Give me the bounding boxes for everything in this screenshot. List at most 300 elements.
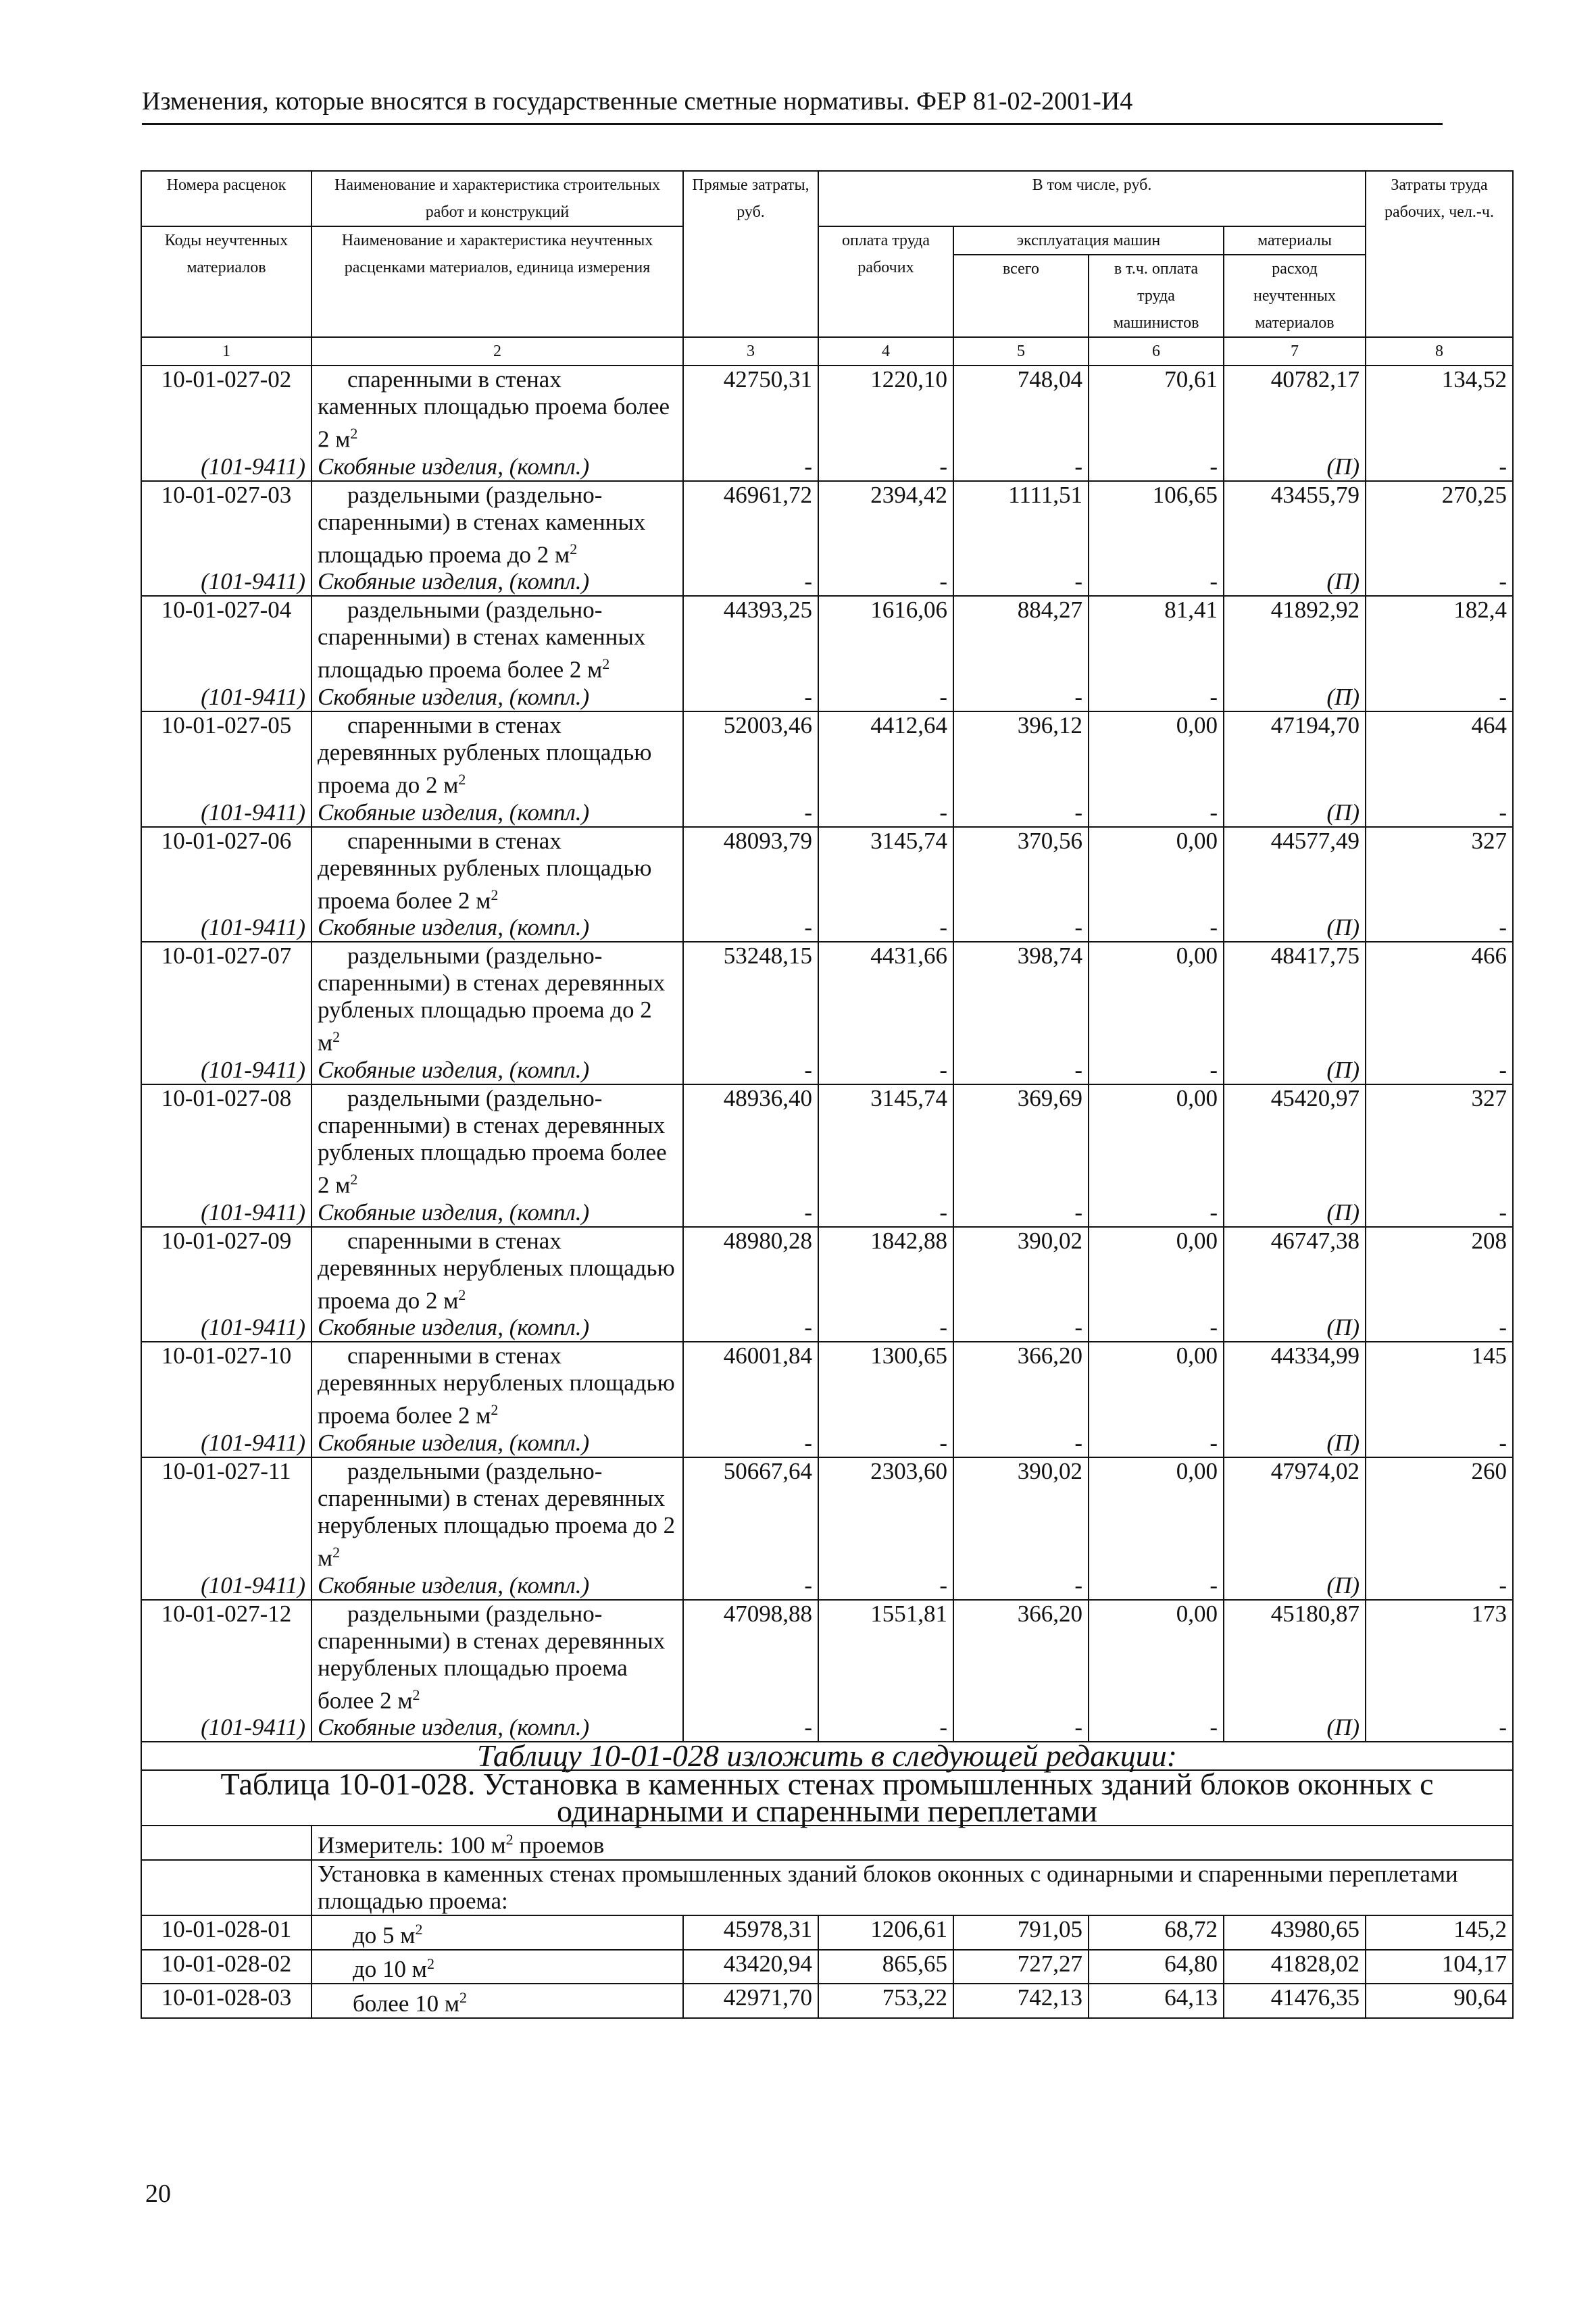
work-name-rest: спаренными) в стенах каменных площадью проема более 2 м (318, 624, 646, 683)
work-name-rest: деревянных нерубленых площадью проема до 2 м (318, 1254, 675, 1314)
dash-cell: - (1366, 1430, 1513, 1457)
table-row (141, 596, 1513, 684)
materials-cost: 45420,97 (1224, 1084, 1366, 1199)
materials-cost: 45180,87 (1224, 1600, 1366, 1715)
unit-sup: 2 (602, 655, 610, 673)
rate-code: 10-01-028-01 (141, 1915, 311, 1950)
work-name-rest: спаренными) в стенах деревянных рубленых площадью проема более 2 м (318, 1111, 667, 1199)
table-row (141, 1915, 1513, 1950)
work-name-text: более 10 м (353, 1990, 460, 2017)
dash-cell: - (1366, 799, 1513, 827)
column-number: 4 (818, 337, 953, 366)
worker-pay: 1616,06 (818, 596, 953, 684)
labor-hours: 90,64 (1366, 1984, 1513, 2018)
material-name: Скобяные изделия, (компл.) (311, 1314, 683, 1342)
header-rule (142, 123, 1443, 125)
materials-cost: 44577,49 (1224, 827, 1366, 915)
dash-cell: - (1089, 1430, 1224, 1457)
labor-hours: 466 (1366, 942, 1513, 1057)
work-name (311, 942, 683, 1057)
dash-cell: - (953, 914, 1089, 942)
operator-pay: 0,00 (1089, 942, 1224, 1057)
material-name: Скобяные изделия, (компл.) (311, 1714, 683, 1742)
worker-pay: 865,65 (818, 1950, 953, 1984)
column-number: 3 (683, 337, 818, 366)
machines-total: 366,20 (953, 1342, 1089, 1430)
material-code: (101-9411) (141, 1057, 311, 1084)
project-price-mark: (П) (1224, 914, 1366, 942)
dash-cell: - (953, 1572, 1089, 1600)
labor-hours: 208 (1366, 1227, 1513, 1315)
unit-sup: 2 (459, 1989, 468, 2007)
table-row (141, 481, 1513, 569)
material-code: (101-9411) (141, 1572, 311, 1600)
work-name-first: раздельными (раздельно- (347, 597, 603, 624)
dash-cell: - (953, 1057, 1089, 1084)
header-including: В том числе, руб. (818, 171, 1366, 226)
dash-cell: - (1366, 914, 1513, 942)
work-name-first: раздельными (раздельно- (347, 1457, 603, 1484)
table-row (141, 711, 1513, 799)
header-machines: эксплуатация машин (953, 226, 1224, 255)
material-row (141, 684, 1513, 711)
header-operator-pay: в т.ч. оплата труда машинистов (1089, 255, 1224, 337)
material-name: Скобяные изделия, (компл.) (311, 1057, 683, 1084)
direct-costs: 48936,40 (683, 1084, 818, 1199)
operator-pay: 0,00 (1089, 1457, 1224, 1572)
machines-total: 390,02 (953, 1457, 1089, 1572)
direct-costs: 46961,72 (683, 481, 818, 569)
table-row (141, 1950, 1513, 1984)
dash-cell: - (1366, 1572, 1513, 1600)
operator-pay: 0,00 (1089, 711, 1224, 799)
work-name (311, 1915, 683, 1950)
direct-costs: 52003,46 (683, 711, 818, 799)
dash-cell: - (683, 914, 818, 942)
work-name (311, 1342, 683, 1430)
work-name-rest: деревянных нерубленых площадью проема более 2 м (318, 1369, 675, 1429)
dash-cell: - (818, 914, 953, 942)
dash-cell: - (953, 1714, 1089, 1742)
dash-cell: - (683, 453, 818, 481)
operator-pay: 106,65 (1089, 481, 1224, 569)
material-row (141, 453, 1513, 481)
dash-cell: - (683, 568, 818, 596)
worker-pay: 1300,65 (818, 1342, 953, 1430)
dash-cell: - (818, 1314, 953, 1342)
dash-cell: - (683, 1314, 818, 1342)
unit-sup: 2 (458, 770, 466, 788)
work-name-first: раздельными (раздельно- (347, 942, 603, 970)
dash-cell: - (818, 684, 953, 711)
direct-costs: 42750,31 (683, 366, 818, 453)
direct-costs: 48980,28 (683, 1227, 818, 1315)
worker-pay: 3145,74 (818, 827, 953, 915)
operator-pay: 64,80 (1089, 1950, 1224, 1984)
dash-cell: - (1089, 1572, 1224, 1600)
machines-total: 1111,51 (953, 481, 1089, 569)
direct-costs: 43420,94 (683, 1950, 818, 1984)
column-number: 5 (953, 337, 1089, 366)
unit-sup: 2 (412, 1686, 420, 1703)
header-direct-costs: Прямые затраты, руб. (683, 171, 818, 337)
amendment-notice: Таблицу 10-01-028 изложить в следующей редакции: (141, 1742, 1513, 1770)
rate-code: 10-01-027-11 (141, 1457, 311, 1572)
machines-total: 390,02 (953, 1227, 1089, 1315)
labor-hours: 327 (1366, 1084, 1513, 1199)
work-name (311, 1950, 683, 1984)
machines-total: 742,13 (953, 1984, 1089, 2018)
worker-pay: 1842,88 (818, 1227, 953, 1315)
material-name: Скобяные изделия, (компл.) (311, 799, 683, 827)
dash-cell: - (818, 799, 953, 827)
page-header: Изменения, которые вносятся в государственные сметные нормативы. ФЕР 81-02-2001-И4 (142, 87, 1133, 116)
machines-total: 369,69 (953, 1084, 1089, 1199)
table-row (141, 1227, 1513, 1315)
work-name-first: спаренными в стенах (347, 1342, 562, 1369)
dash-cell: - (1366, 1314, 1513, 1342)
machines-total: 396,12 (953, 711, 1089, 799)
work-description: Установка в каменных стенах промышленных зданий блоков оконных с одинарными и спаренными переплетами площадью проема: (311, 1860, 1513, 1915)
dash-cell: - (1089, 1199, 1224, 1227)
material-code: (101-9411) (141, 453, 311, 481)
unit-sup: 2 (491, 1401, 499, 1419)
empty-cell (141, 1860, 311, 1915)
rates-table (141, 170, 1514, 2019)
dash-cell: - (683, 1572, 818, 1600)
material-name: Скобяные изделия, (компл.) (311, 1199, 683, 1227)
work-name-text: до 5 м (353, 1921, 416, 1948)
material-row (141, 568, 1513, 596)
dash-cell: - (1366, 1199, 1513, 1227)
work-name (311, 827, 683, 915)
material-code: (101-9411) (141, 568, 311, 596)
labor-hours: 104,17 (1366, 1950, 1513, 1984)
column-number: 7 (1224, 337, 1366, 366)
work-name-rest: деревянных рубленых площадью проема до 2 м (318, 738, 652, 799)
material-row (141, 1572, 1513, 1600)
worker-pay: 2394,42 (818, 481, 953, 569)
worker-pay: 3145,74 (818, 1084, 953, 1199)
direct-costs: 53248,15 (683, 942, 818, 1057)
work-name-rest: спаренными) в стенах каменных площадью проема до 2 м (318, 508, 646, 568)
materials-cost: 48417,75 (1224, 942, 1366, 1057)
project-price-mark: (П) (1224, 799, 1366, 827)
project-price-mark: (П) (1224, 684, 1366, 711)
direct-costs: 48093,79 (683, 827, 818, 915)
unit-sup: 2 (426, 1955, 434, 1972)
machines-total: 884,27 (953, 596, 1089, 684)
measure-unit-text: Измеритель: 100 м (318, 1832, 506, 1859)
work-name-rest: спаренными) в стенах деревянных нерубленых площадью проема до 2 м (318, 1484, 676, 1571)
direct-costs: 47098,88 (683, 1600, 818, 1715)
dash-cell: - (1089, 1314, 1224, 1342)
work-name-first: спаренными в стенах (347, 711, 562, 738)
work-name-first: раздельными (раздельно- (347, 1600, 603, 1627)
operator-pay: 0,00 (1089, 1084, 1224, 1199)
table-row (141, 366, 1513, 453)
dash-cell: - (1366, 1057, 1513, 1084)
labor-hours: 134,52 (1366, 366, 1513, 453)
dash-cell: - (953, 799, 1089, 827)
material-code: (101-9411) (141, 1430, 311, 1457)
dash-cell: - (818, 1430, 953, 1457)
materials-cost: 47194,70 (1224, 711, 1366, 799)
dash-cell: - (1366, 453, 1513, 481)
labor-hours: 327 (1366, 827, 1513, 915)
unit-sup: 2 (332, 1543, 341, 1561)
machines-total: 727,27 (953, 1950, 1089, 1984)
project-price-mark: (П) (1224, 1314, 1366, 1342)
unit-sup: 2 (415, 1920, 423, 1938)
dash-cell: - (953, 684, 1089, 711)
column-numbers-row (141, 337, 1513, 366)
dash-cell: - (818, 568, 953, 596)
header-rate-numbers: Номера расценок (141, 171, 311, 226)
material-row (141, 1714, 1513, 1742)
work-name (311, 1227, 683, 1315)
column-number: 1 (141, 337, 311, 366)
table-head (141, 171, 1513, 366)
operator-pay: 0,00 (1089, 1600, 1224, 1715)
measure-unit-sup: 2 (505, 1831, 514, 1848)
direct-costs: 50667,64 (683, 1457, 818, 1572)
table-body (141, 366, 1513, 1742)
material-code: (101-9411) (141, 684, 311, 711)
work-name-rest: деревянных рубленых площадью проема более 2 м (318, 854, 652, 914)
direct-costs: 44393,25 (683, 596, 818, 684)
empty-cell (141, 1826, 311, 1860)
work-name (311, 711, 683, 799)
header-materials: материалы (1224, 226, 1366, 255)
material-row (141, 914, 1513, 942)
unit-sup: 2 (491, 886, 499, 903)
labor-hours: 182,4 (1366, 596, 1513, 684)
worker-pay: 4412,64 (818, 711, 953, 799)
project-price-mark: (П) (1224, 453, 1366, 481)
rate-code: 10-01-027-04 (141, 596, 311, 684)
header-work-name: Наименование и характеристика строительных работ и конструкций (311, 171, 683, 226)
direct-costs: 42971,70 (683, 1984, 818, 2018)
dash-cell: - (953, 1314, 1089, 1342)
table-10-01-028-title: Таблица 10-01-028. Установка в каменных стенах промышленных зданий блоков оконных с одинарными и спаренными переплетами (141, 1770, 1513, 1826)
header-material-name: Наименование и характеристика неучтенных расценками материалов, единица измерения (311, 226, 683, 337)
column-number: 2 (311, 337, 683, 366)
materials-cost: 43455,79 (1224, 481, 1366, 569)
header-labor-hours: Затраты труда рабочих, чел.-ч. (1366, 171, 1513, 337)
material-name: Скобяные изделия, (компл.) (311, 914, 683, 942)
labor-hours: 145 (1366, 1342, 1513, 1430)
table-row (141, 942, 1513, 1057)
dash-cell: - (683, 684, 818, 711)
work-name-first: спаренными в стенах (347, 366, 562, 393)
material-code: (101-9411) (141, 799, 311, 827)
rate-code: 10-01-027-02 (141, 366, 311, 453)
dash-cell: - (1366, 1714, 1513, 1742)
project-price-mark: (П) (1224, 568, 1366, 596)
labor-hours: 260 (1366, 1457, 1513, 1572)
work-name-first: раздельными (раздельно- (347, 1084, 603, 1111)
column-number: 6 (1089, 337, 1224, 366)
project-price-mark: (П) (1224, 1714, 1366, 1742)
work-name (311, 1457, 683, 1572)
project-price-mark: (П) (1224, 1572, 1366, 1600)
work-name (311, 1084, 683, 1199)
material-row (141, 799, 1513, 827)
project-price-mark: (П) (1224, 1057, 1366, 1084)
materials-cost: 41476,35 (1224, 1984, 1366, 2018)
dash-cell: - (953, 568, 1089, 596)
column-number: 8 (1366, 337, 1513, 366)
unit-sup: 2 (570, 540, 578, 557)
operator-pay: 68,72 (1089, 1915, 1224, 1950)
project-price-mark: (П) (1224, 1430, 1366, 1457)
work-name-first: спаренными в стенах (347, 827, 562, 854)
operator-pay: 0,00 (1089, 827, 1224, 915)
material-code: (101-9411) (141, 1199, 311, 1227)
dash-cell: - (1089, 1057, 1224, 1084)
dash-cell: - (953, 453, 1089, 481)
labor-hours: 464 (1366, 711, 1513, 799)
work-name (311, 596, 683, 684)
work-name (311, 1600, 683, 1715)
rate-code: 10-01-027-05 (141, 711, 311, 799)
rate-code: 10-01-028-02 (141, 1950, 311, 1984)
operator-pay: 64,13 (1089, 1984, 1224, 2018)
rate-code: 10-01-027-03 (141, 481, 311, 569)
dash-cell: - (1089, 1714, 1224, 1742)
work-name-text: до 10 м (353, 1956, 427, 1983)
rate-code: 10-01-027-07 (141, 942, 311, 1057)
work-name (311, 481, 683, 569)
dash-cell: - (1089, 799, 1224, 827)
rate-code: 10-01-027-09 (141, 1227, 311, 1315)
material-name: Скобяные изделия, (компл.) (311, 568, 683, 596)
header-machines-total: всего (953, 255, 1089, 337)
measure-unit-suffix: проемов (513, 1832, 605, 1859)
dash-cell: - (818, 453, 953, 481)
labor-hours: 145,2 (1366, 1915, 1513, 1950)
material-name: Скобяные изделия, (компл.) (311, 453, 683, 481)
direct-costs: 46001,84 (683, 1342, 818, 1430)
unit-sup: 2 (350, 1170, 358, 1188)
worker-pay: 1551,81 (818, 1600, 953, 1715)
work-name-first: спаренными в стенах (347, 1227, 562, 1254)
material-code: (101-9411) (141, 1314, 311, 1342)
unit-sup: 2 (458, 1286, 466, 1303)
dash-cell: - (953, 1199, 1089, 1227)
dash-cell: - (683, 1714, 818, 1742)
operator-pay: 0,00 (1089, 1342, 1224, 1430)
machines-total: 370,56 (953, 827, 1089, 915)
dash-cell: - (683, 1199, 818, 1227)
materials-cost: 47974,02 (1224, 1457, 1366, 1572)
material-name: Скобяные изделия, (компл.) (311, 1430, 683, 1457)
unit-sup: 2 (350, 425, 358, 442)
worker-pay: 2303,60 (818, 1457, 953, 1572)
labor-hours: 270,25 (1366, 481, 1513, 569)
work-name (311, 366, 683, 453)
material-row (141, 1314, 1513, 1342)
operator-pay: 0,00 (1089, 1227, 1224, 1315)
work-name (311, 1984, 683, 2018)
materials-cost: 41828,02 (1224, 1950, 1366, 1984)
materials-cost: 40782,17 (1224, 366, 1366, 453)
worker-pay: 1206,61 (818, 1915, 953, 1950)
machines-total: 748,04 (953, 366, 1089, 453)
table-row (141, 1084, 1513, 1199)
materials-cost: 43980,65 (1224, 1915, 1366, 1950)
operator-pay: 70,61 (1089, 366, 1224, 453)
table-row (141, 827, 1513, 915)
material-row (141, 1057, 1513, 1084)
dash-cell: - (683, 1057, 818, 1084)
labor-hours: 173 (1366, 1600, 1513, 1715)
table-row (141, 1600, 1513, 1715)
worker-pay: 1220,10 (818, 366, 953, 453)
page-number: 20 (145, 2180, 171, 2208)
work-name-rest: каменных площадью проема более 2 м (318, 393, 670, 453)
materials-cost: 44334,99 (1224, 1342, 1366, 1430)
dash-cell: - (1089, 914, 1224, 942)
table-row (141, 1984, 1513, 2018)
material-row (141, 1199, 1513, 1227)
unit-sup: 2 (332, 1028, 341, 1046)
dash-cell: - (1089, 453, 1224, 481)
table-row (141, 1457, 1513, 1572)
material-code: (101-9411) (141, 1714, 311, 1742)
work-name-rest: спаренными) в стенах деревянных рубленых площадью проема до 2 м (318, 970, 666, 1056)
table-row (141, 1342, 1513, 1430)
worker-pay: 4431,66 (818, 942, 953, 1057)
machines-total: 366,20 (953, 1600, 1089, 1715)
dash-cell: - (818, 1714, 953, 1742)
dash-cell: - (1366, 684, 1513, 711)
rate-code: 10-01-027-10 (141, 1342, 311, 1430)
operator-pay: 81,41 (1089, 596, 1224, 684)
rate-code: 10-01-027-12 (141, 1600, 311, 1715)
machines-total: 398,74 (953, 942, 1089, 1057)
materials-cost: 46747,38 (1224, 1227, 1366, 1315)
dash-cell: - (683, 1430, 818, 1457)
direct-costs: 45978,31 (683, 1915, 818, 1950)
worker-pay: 753,22 (818, 1984, 953, 2018)
project-price-mark: (П) (1224, 1199, 1366, 1227)
machines-total: 791,05 (953, 1915, 1089, 1950)
rate-code: 10-01-027-06 (141, 827, 311, 915)
rate-code: 10-01-027-08 (141, 1084, 311, 1199)
dash-cell: - (818, 1199, 953, 1227)
header-material-consumption: расход неучтенных материалов (1224, 255, 1366, 337)
dash-cell: - (1366, 568, 1513, 596)
header-worker-pay: оплата труда рабочих (818, 226, 953, 337)
dash-cell: - (818, 1057, 953, 1084)
table-10-01-028-section (141, 1738, 1513, 2018)
material-name: Скобяные изделия, (компл.) (311, 1572, 683, 1600)
header-material-codes: Коды неучтенных материалов (141, 226, 311, 337)
work-name-rest: спаренными) в стенах деревянных нерубленых площадью проема более 2 м (318, 1627, 666, 1714)
dash-cell: - (1089, 568, 1224, 596)
material-code: (101-9411) (141, 914, 311, 942)
dash-cell: - (953, 1430, 1089, 1457)
work-name-first: раздельными (раздельно- (347, 481, 603, 508)
dash-cell: - (1089, 684, 1224, 711)
rate-code: 10-01-028-03 (141, 1984, 311, 2018)
materials-cost: 41892,92 (1224, 596, 1366, 684)
material-row (141, 1430, 1513, 1457)
measure-unit (311, 1826, 1513, 1860)
dash-cell: - (818, 1572, 953, 1600)
